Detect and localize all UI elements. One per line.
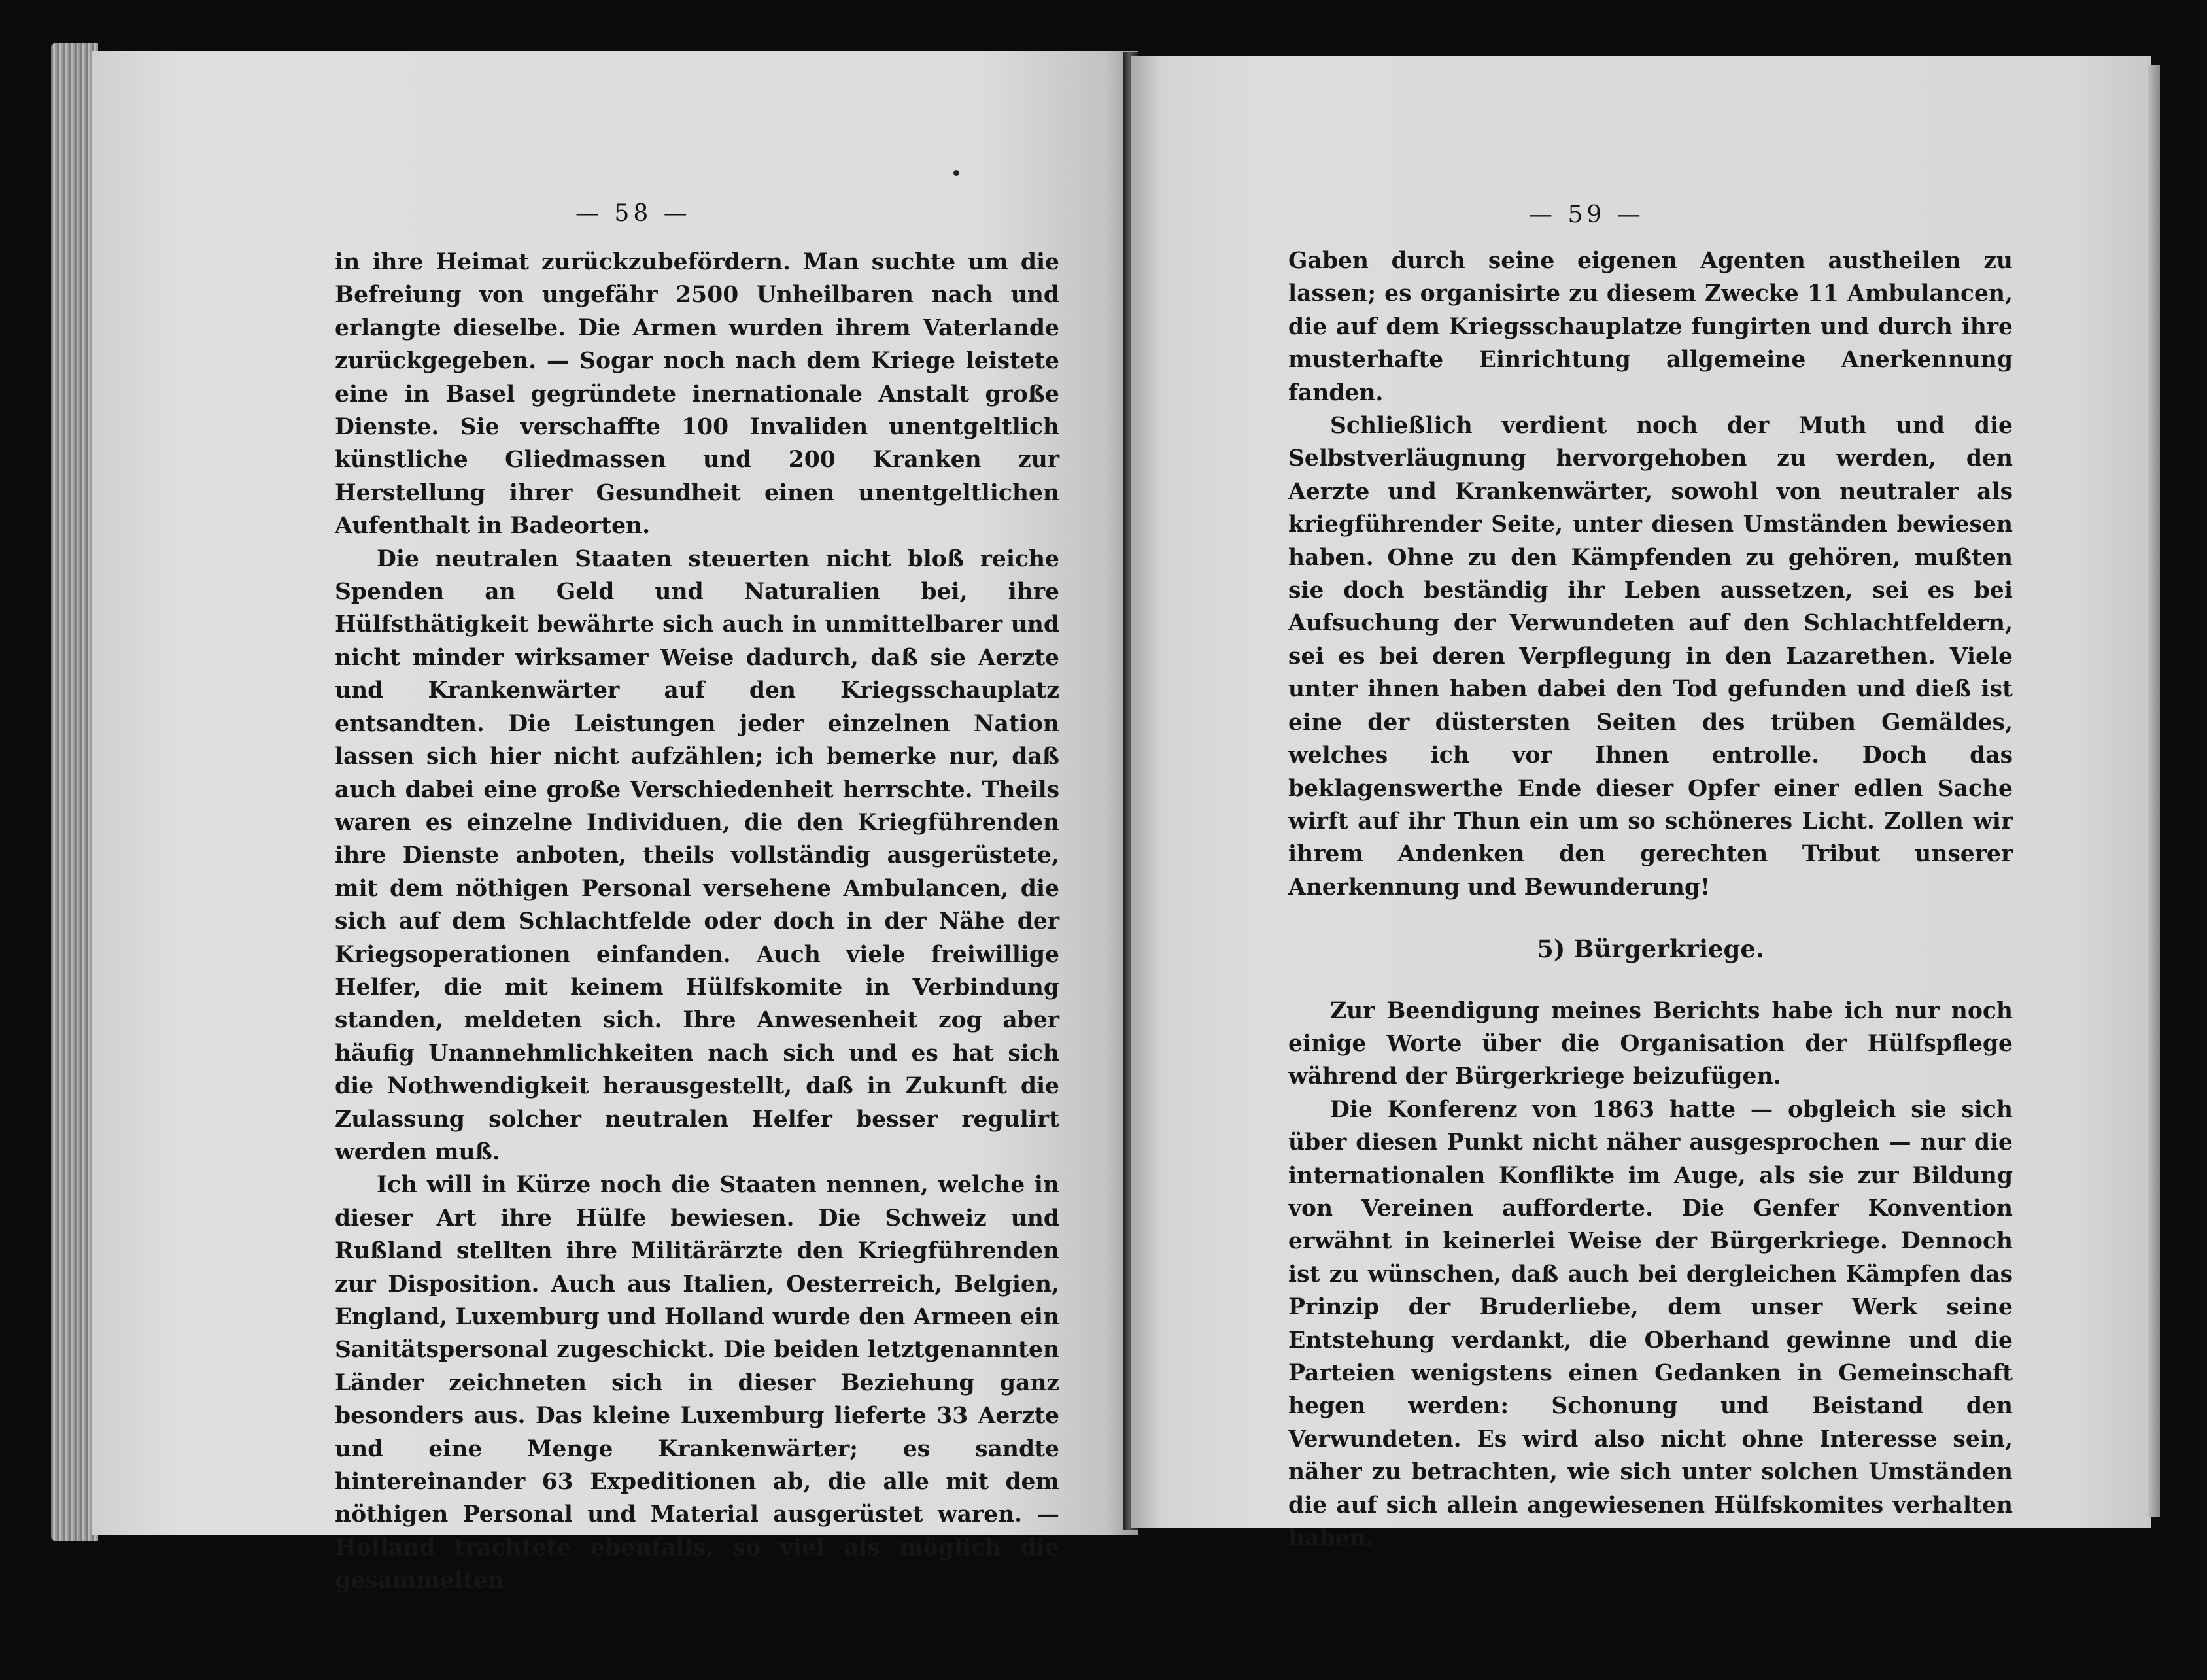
page-number-left: — 58 —	[575, 200, 691, 227]
paragraph: Gaben durch seine eigenen Agenten austheilen zu lassen; es organisirte zu diesem Zwecke 11 Ambulancen, die auf dem Kriegsschauplatze fungirten und durch ihre musterhafte Einrichtung allgemeine Anerkennung fanden.	[1288, 248, 2013, 406]
paragraph: in ihre Heimat zurückzubefördern. Man suchte um die Befreiung von ungefähr 2500 Unheilbaren nach und erlangte dieselbe. Die Armen wurden ihrem Vaterlande zurückgegeben. — Sogar noch nach dem Kriege leistete eine in Basel gegründete inernationale Anstalt große Dienste. Sie verschaffte 100 Invaliden unentgeltlich künstliche Gliedmassen und 200 Kranken zur Herstellung ihrer Gesundheit einen unentgeltlichen Aufenthalt in Badeorten.	[335, 249, 1059, 540]
paragraph: Zur Beendigung meines Berichts habe ich nur noch einige Worte über die Organisation der Hülfspflege während der Bürgerkriege beizufügen.	[1288, 997, 2013, 1090]
ink-speck	[953, 170, 959, 176]
paragraph: Die neutralen Staaten steuerten nicht bloß reiche Spenden an Geld und Naturalien bei, ihre Hülfsthätigkeit bewährte sich auch in unmittelbarer und nicht minder wirksamer Weise dadurch, daß sie Aerzte und Krankenwärter auf den Kriegsschauplatz entsandten. Die Leistungen jeder einzelnen Nation lassen sich hier nicht aufzählen; ich bemerke nur, daß auch dabei eine große Verschiedenheit herrschte. Theils waren es einzelne Individuen, die den Kriegführenden ihre Dienste anboten, theils vollständig ausgerüstete, mit dem nöthigen Personal versehene Ambulancen, die sich auf dem Schlachtfelde oder doch in der Nähe der Kriegsoperationen einfanden. Auch viele freiwillige Helfer, die mit keinem Hülfskomite in Verbindung standen, meldeten sich. Ihre Anwesenheit zog aber häufig Unannehmlichkeiten nach sich und es hat sich die Nothwendigkeit herausgestellt, daß in Zukunft die Zulassung solcher neutralen Helfer besser regulirt werden muß.	[335, 545, 1059, 1165]
page-number-right: — 59 —	[1529, 201, 1645, 228]
right-page	[1131, 56, 2151, 1552]
paragraph: Die Konferenz von 1863 hatte — obgleich sie sich über diesen Punkt nicht näher ausgesprochen — nur die internationalen Konflikte im Auge, als sie zur Bildung von Vereinen aufforderte. Die Genfer Konvention erwähnt in keinerlei Weise der Bürgerkriege. Dennoch ist zu wünschen, daß auch bei dergleichen Kämpfen das Prinzip der Bruderliebe, dem unser Werk seine Entstehung verdankt, die Oberhand gewinne und die Parteien wenigstens einen Gedanken in Gemeinschaft hegen werden: Schonung und Beistand den Verwundeten. Es wird also nicht ohne Interesse sein, näher zu betrachten, wie sich unter solchen Umständen die auf sich allein angewiesenen Hülfskomites verhalten haben.	[1288, 1096, 2013, 1552]
section-heading: 5) Bürgerkriege.	[1537, 934, 1764, 964]
left-page	[92, 51, 1138, 1594]
paragraph: Schließlich verdient noch der Muth und die Selbstverläugnung hervorgehoben zu werden, den Aerzte und Krankenwärter, sowohl von neutraler als kriegführender Seite, unter diesen Umständen bewiesen haben. Ohne zu den Kämpfenden zu gehören, mußten sie doch beständig ihr Leben aussetzen, sei es bei Aufsuchung der Verwundeten auf den Schlachtfeldern, sei es bei deren Verpflegung in den Lazarethen. Viele unter ihnen haben dabei den Tod gefunden und dieß ist eine der düstersten Seiten des trüben Gemäldes, welches ich vor Ihnen entrolle. Doch das beklagenswerthe Ende dieser Opfer einer edlen Sache wirft auf ihr Thun ein um so schöneres Licht. Zollen wir ihrem Andenken den gerechten Tribut unserer Anerkennung und Bewunderung!	[1288, 413, 2013, 900]
left-page-text	[335, 246, 1059, 1598]
paragraph: Ich will in Kürze noch die Staaten nennen, welche in dieser Art ihre Hülfe bewiesen. Die Schweiz und Rußland stellten ihre Militärärzte den Kriegführenden zur Disposition. Auch aus Italien, Oesterreich, Belgien, England, Luxemburg und Holland wurde den Armeen ein Sanitätspersonal zugeschickt. Die beiden letztgenannten Länder zeichneten sich in dieser Beziehung ganz besonders aus. Das kleine Luxemburg lieferte 33 Aerzte und eine Menge Krankenwärter; es sandte hintereinander 63 Expeditionen ab, die alle mit dem nöthigen Personal und Material ausgerüstet waren. — Holland trachtete ebenfalls, so viel als möglich die gesammelten	[335, 1172, 1059, 1594]
right-page-text	[1288, 245, 2013, 1554]
right-page-edge	[2148, 65, 2160, 1517]
